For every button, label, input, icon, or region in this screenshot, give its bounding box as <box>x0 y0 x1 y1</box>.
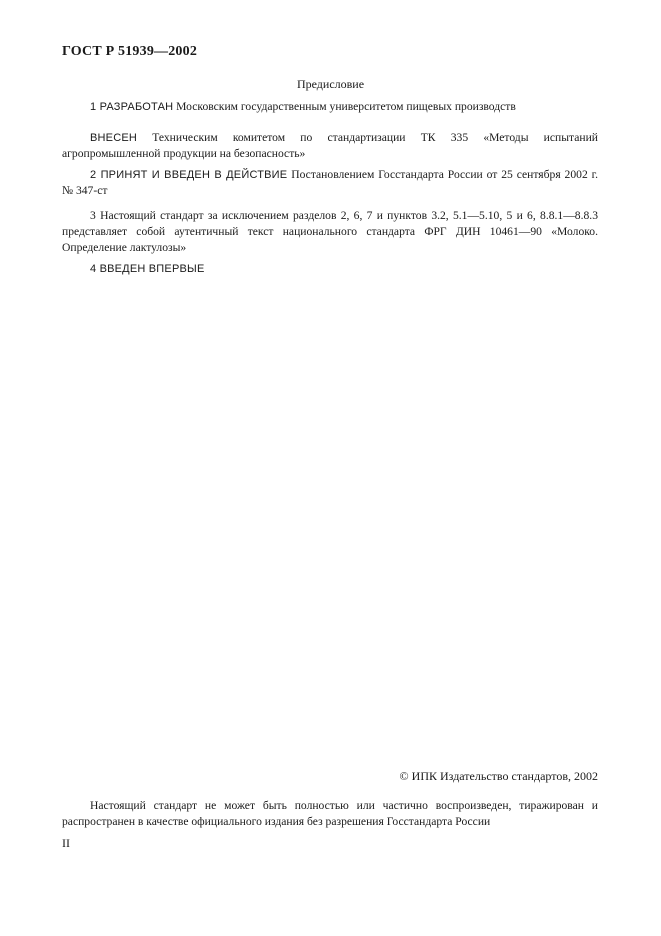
paragraph-lead: 2 ПРИНЯТ И ВВЕДЕН В ДЕЙСТВИЕ <box>90 169 288 181</box>
paragraph-lead: 1 РАЗРАБОТАН <box>90 101 174 113</box>
paragraph-text: Московским государственным университетом пищевых производств <box>173 100 516 113</box>
paragraph-lead: 4 ВВЕДЕН ВПЕРВЫЕ <box>90 263 205 275</box>
paragraph-text: Постановлением Госстандарта России от 25 сентября 2002 г. № 347-ст <box>62 168 598 197</box>
paragraph-developed <box>62 99 598 115</box>
paragraph-introduced <box>62 130 598 162</box>
paragraph-text: Техническим комитетом по стандартизации ТК 335 «Методы испытаний агропромышленной продукции на безопасность» <box>62 131 598 160</box>
paragraph-adopted <box>62 167 598 199</box>
paragraph-first-introduced <box>62 261 598 277</box>
copyright-line: © ИПК Издательство стандартов, 2002 <box>399 769 598 783</box>
paragraph-standard-scope: 3 Настоящий стандарт за исключением разделов 2, 6, 7 и пунктов 3.2, 5.1—5.10, 5 и 6, 8.8.1—8.8.3 представляет собой аутентичный текст национального стандарта ФРГ ДИН 10461—90 «Молоко. Определение лактулозы» <box>62 209 598 254</box>
document-header: ГОСТ Р 51939—2002 <box>62 44 198 59</box>
paragraph-lead: ВНЕСЕН <box>90 132 138 144</box>
page-number: II <box>62 836 70 850</box>
section-title: Предисловие <box>296 77 365 91</box>
reproduction-notice: Настоящий стандарт не может быть полностью или частично воспроизведен, тиражирован и распространен в качестве официального издания без разрешения Госстандарта России <box>62 799 598 828</box>
